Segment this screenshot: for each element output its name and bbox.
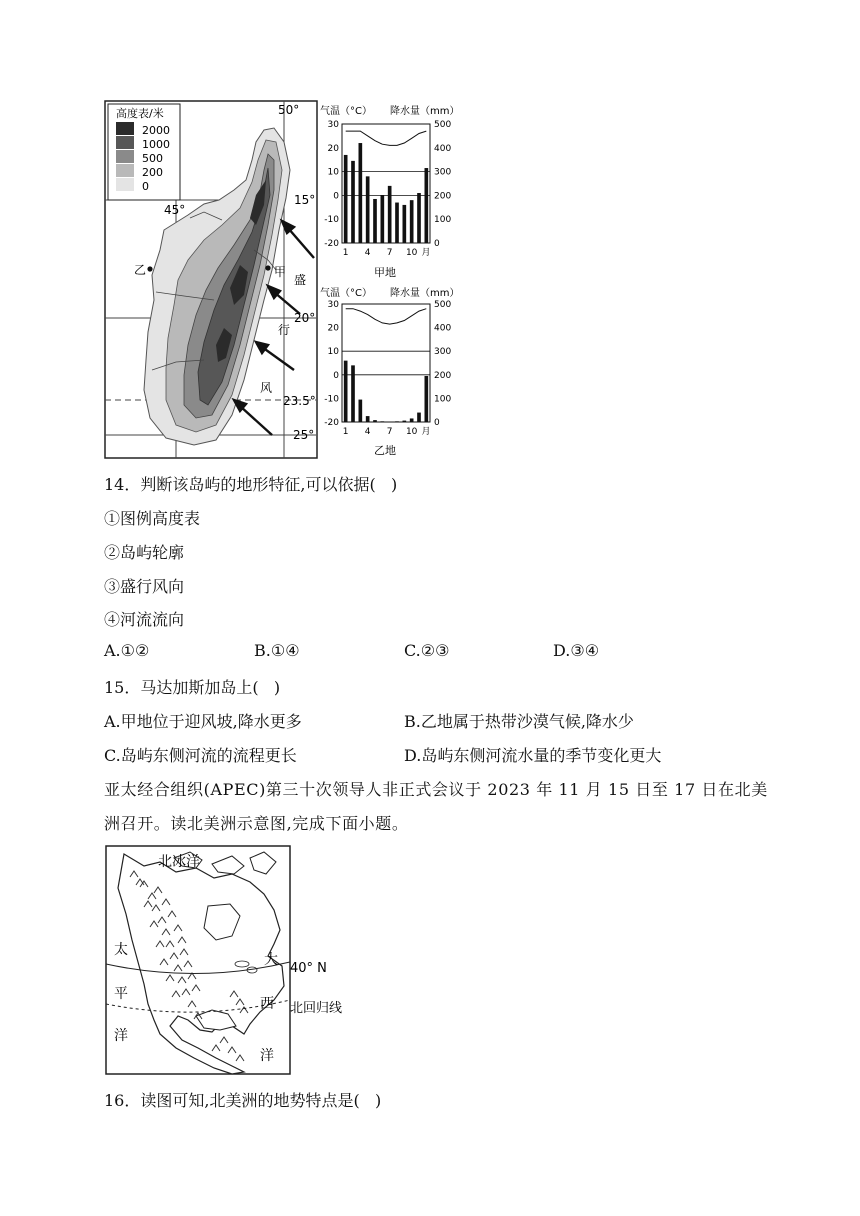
precip-bar	[403, 205, 407, 243]
pacific-char-2: 平	[114, 986, 128, 1002]
madagascar-map	[104, 100, 318, 460]
precip-bar	[425, 168, 429, 243]
lat-40n-label: 40° N	[290, 961, 327, 976]
temp-tick-label: 20	[327, 143, 339, 154]
precip-bar	[373, 420, 377, 422]
precip-axis-label: 降水量（mm）	[390, 106, 460, 117]
month-tick-label: 1	[342, 427, 349, 437]
legend-swatch	[116, 122, 134, 135]
temp-axis-label: 气温（°C）	[320, 288, 372, 299]
legend-title: 高度表/米	[116, 107, 164, 120]
wind-char-2: 行	[278, 323, 291, 337]
precip-bar	[425, 376, 429, 422]
intro-line-2: 洲召开。读北美洲示意图,完成下面小题。	[104, 814, 409, 833]
atlantic-char-2: 西	[260, 996, 274, 1012]
precip-bar	[351, 161, 355, 243]
precip-bar	[351, 365, 355, 422]
precip-bar	[359, 400, 363, 422]
chart-title-jia: 甲地	[374, 266, 396, 279]
question-14-stem	[104, 472, 397, 495]
precip-bar	[366, 416, 370, 422]
legend-label: 1000	[142, 138, 170, 151]
lat-label-25: 25°	[293, 428, 315, 442]
temp-tick-label: 10	[327, 347, 339, 358]
wind-char-1: 盛	[294, 273, 307, 287]
precip-tick-label: 400	[434, 323, 452, 334]
q15-option-d[interactable]: D.岛屿东侧河流水量的季节变化更大	[404, 746, 662, 765]
plot-frame	[342, 124, 430, 243]
lon-label-45: 45°	[164, 203, 186, 217]
precip-tick-label: 500	[434, 300, 452, 310]
precip-bar	[395, 203, 399, 243]
temp-tick-label: -10	[324, 215, 339, 226]
question-14-text: 14．判断该岛屿的地形特征,可以依据(	[104, 475, 376, 494]
question-15-stem	[104, 675, 280, 698]
precip-tick-label: 100	[434, 394, 452, 405]
lat-label-15: 15°	[294, 193, 316, 207]
month-tick-label: 月	[421, 248, 431, 258]
climate-chart-jia	[318, 100, 460, 280]
q15-option-c[interactable]: C.岛屿东侧河流的流程更长	[104, 746, 297, 765]
q14-option-c[interactable]: C.②③	[404, 641, 450, 660]
precip-tick-label: 200	[434, 191, 452, 202]
precip-bar	[395, 421, 399, 422]
temp-tick-label: -10	[324, 394, 339, 405]
precip-tick-label: 0	[434, 239, 440, 249]
temp-tick-label: -20	[324, 239, 339, 249]
precip-bar	[373, 199, 377, 243]
legend-label: 0	[142, 180, 149, 193]
temp-tick-label: 30	[327, 120, 339, 130]
q15-option-b[interactable]: B.乙地属于热带沙漠气候,降水少	[404, 712, 634, 731]
legend-label: 200	[142, 166, 163, 179]
temp-tick-label: 20	[327, 323, 339, 334]
temp-tick-label: 0	[333, 370, 339, 381]
lat-label-23-5: 23.5°	[283, 394, 316, 408]
precip-axis-label: 降水量（mm）	[390, 288, 460, 299]
month-tick-label: 7	[386, 427, 393, 437]
legend-label: 2000	[142, 124, 170, 137]
question-14-paren: )	[390, 475, 398, 494]
temperature-curve	[346, 131, 427, 145]
legend-label: 500	[142, 152, 163, 165]
precip-tick-label: 400	[434, 143, 452, 154]
yi-marker	[147, 266, 152, 271]
precip-bar	[344, 155, 348, 243]
pacific-char-1: 太	[114, 942, 128, 958]
temp-tick-label: 30	[327, 300, 339, 310]
chart-title-yi: 乙地	[374, 444, 396, 457]
wind-char-3: 风	[260, 381, 273, 395]
q14-option-a[interactable]: A.①②	[104, 641, 150, 660]
q15-option-a[interactable]: A.甲地位于迎风坡,降水更多	[104, 712, 302, 731]
plot-frame	[342, 304, 430, 422]
precip-bar	[410, 200, 414, 243]
precip-bar	[366, 176, 370, 243]
month-tick-label: 10	[405, 427, 418, 437]
month-tick-label: 4	[364, 427, 371, 437]
precip-bar	[410, 418, 414, 422]
question-16-paren: )	[374, 1091, 382, 1110]
climate-chart-yi	[318, 282, 460, 460]
precip-bar	[381, 421, 385, 422]
temp-tick-label: 0	[333, 191, 339, 202]
month-tick-label: 1	[342, 248, 349, 258]
precip-bar	[403, 421, 407, 422]
month-tick-label: 7	[386, 248, 393, 258]
precip-tick-label: 100	[434, 215, 452, 226]
intro-line-1: 亚太经合组织(APEC)第三十次领导人非正式会议于 2023 年 11 月 15 日至 17 日在北美	[104, 780, 768, 799]
temp-axis-label: 气温（°C）	[320, 106, 372, 117]
place-label-jia: 甲	[274, 265, 287, 279]
north-america-map	[104, 844, 356, 1078]
precip-bar	[417, 413, 421, 422]
q14-item-2: ②岛屿轮廓	[104, 543, 185, 562]
precip-tick-label: 500	[434, 120, 452, 130]
question-15-text: 15．马达加斯加岛上(	[104, 678, 259, 697]
jia-marker	[265, 265, 270, 270]
legend-swatch	[116, 164, 134, 177]
question-16-stem	[104, 1088, 381, 1111]
q14-item-3: ③盛行风向	[104, 577, 185, 596]
q14-item-1: ①图例高度表	[104, 509, 201, 528]
q14-item-4: ④河流流向	[104, 610, 185, 629]
atlantic-char-1: 大	[264, 952, 278, 968]
precip-bar	[388, 186, 392, 243]
pacific-char-3: 洋	[114, 1028, 128, 1044]
tropic-label: 北回归线	[290, 1001, 343, 1016]
legend-swatch	[116, 136, 134, 149]
atlantic-char-3: 洋	[260, 1048, 274, 1064]
legend-swatch	[116, 178, 134, 191]
precip-tick-label: 0	[434, 418, 440, 428]
precip-tick-label: 300	[434, 167, 452, 178]
month-tick-label: 4	[364, 248, 371, 258]
lon-label-50: 50°	[278, 103, 300, 117]
month-tick-label: 月	[421, 427, 431, 437]
q14-option-b[interactable]: B.①④	[254, 641, 300, 660]
precip-tick-label: 300	[434, 347, 452, 358]
place-label-yi: 乙	[134, 263, 147, 277]
temp-tick-label: -20	[324, 418, 339, 428]
precip-bar	[344, 361, 348, 422]
temperature-curve	[346, 309, 427, 324]
precip-bar	[417, 193, 421, 243]
question-16-text: 16．读图可知,北美洲的地势特点是(	[104, 1091, 360, 1110]
precip-tick-label: 200	[434, 370, 452, 381]
question-15-paren: )	[273, 678, 281, 697]
temp-tick-label: 10	[327, 167, 339, 178]
q14-option-d[interactable]: D.③④	[553, 641, 600, 660]
precip-bar	[381, 195, 385, 243]
precip-bar	[359, 143, 363, 243]
arctic-ocean-label: 北冰洋	[158, 854, 200, 870]
legend-swatch	[116, 150, 134, 163]
lat-label-20: 20°	[294, 311, 316, 325]
month-tick-label: 10	[405, 248, 418, 258]
